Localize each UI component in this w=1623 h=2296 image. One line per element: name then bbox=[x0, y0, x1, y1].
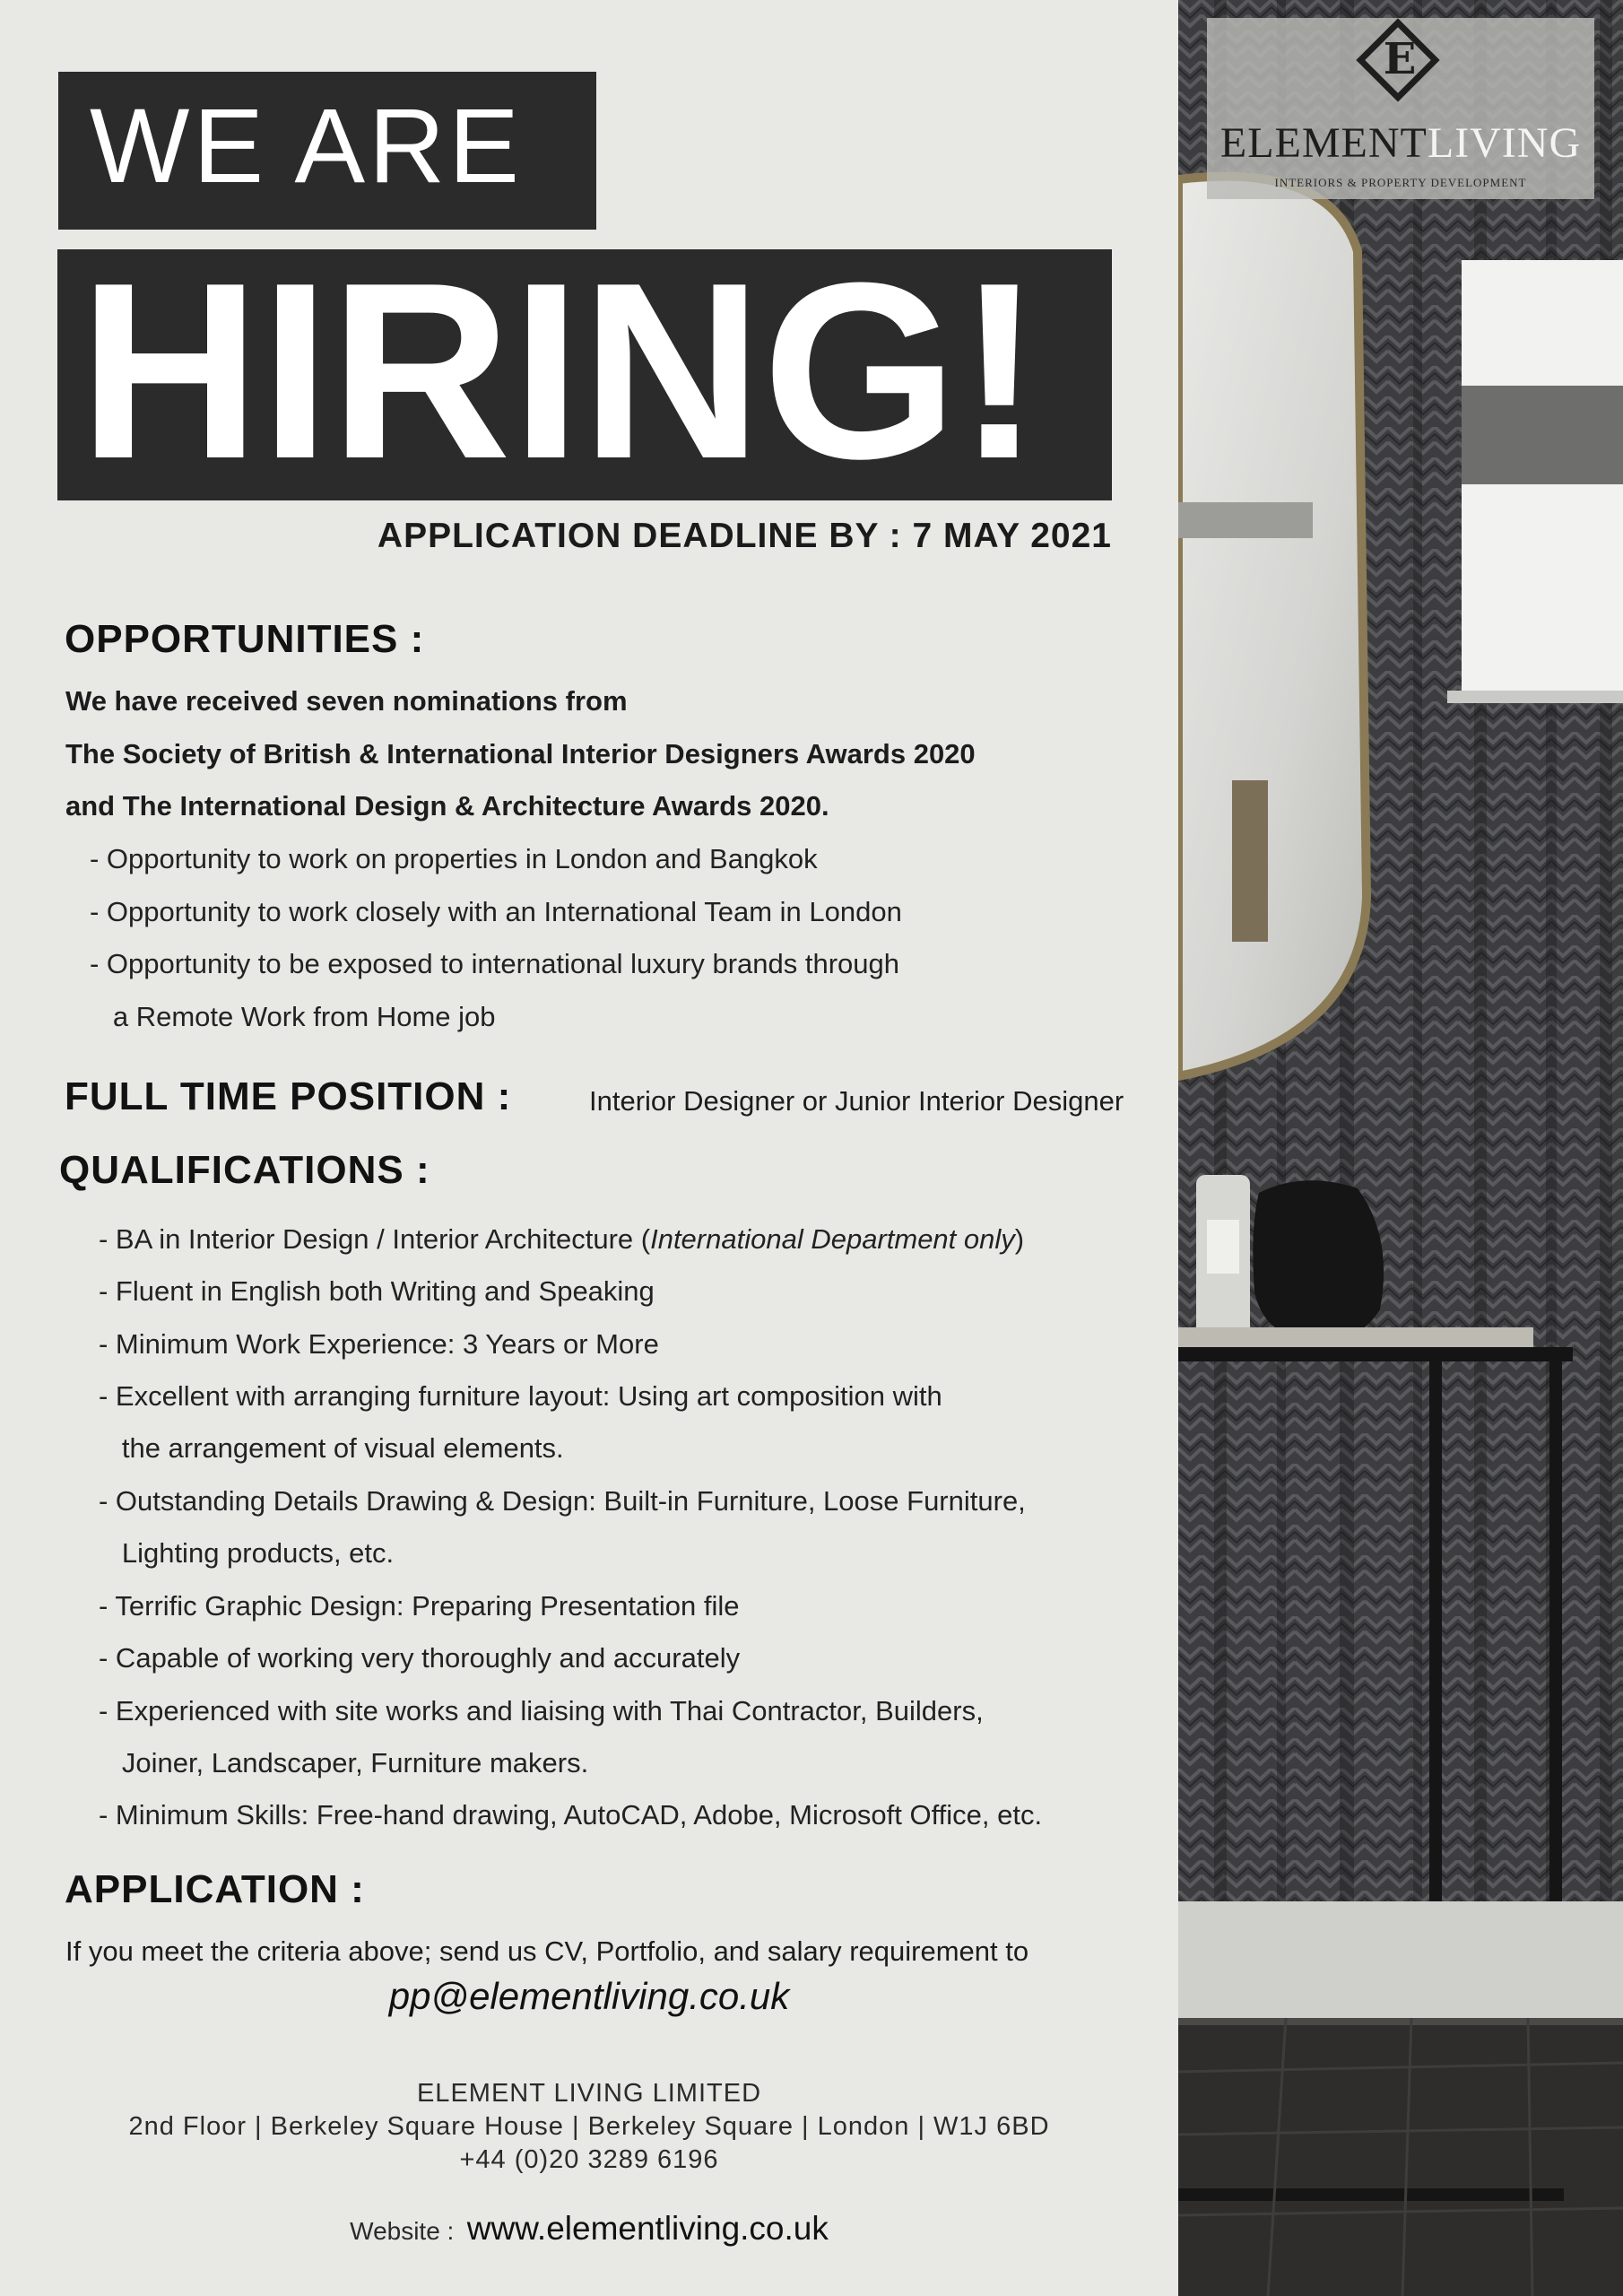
qualification-item: Joiner, Landscaper, Furniture makers. bbox=[99, 1747, 589, 1779]
opportunities-intro-line: We have received seven nominations from bbox=[65, 685, 628, 717]
qualification-item: - Minimum Work Experience: 3 Years or More bbox=[99, 1328, 659, 1360]
opportunity-bullet: - Opportunity to be exposed to international luxury brands through bbox=[90, 948, 899, 979]
application-email-link[interactable]: pp@elementliving.co.uk bbox=[388, 1975, 790, 2017]
qualification-item: - Outstanding Details Drawing & Design: Built-in Furniture, Loose Furniture, bbox=[99, 1485, 1026, 1517]
qualification-item: - Capable of working very thoroughly and accurately bbox=[99, 1642, 741, 1674]
application-deadline: APPLICATION DEADLINE BY : 7 MAY 2021 bbox=[377, 517, 1112, 555]
company-address: 2nd Floor | Berkeley Square House | Berkeley Square | London | W1J 6BD bbox=[128, 2112, 1050, 2141]
application-heading: APPLICATION : bbox=[65, 1867, 365, 1911]
opportunity-bullet: - Opportunity to work closely with an International Team in London bbox=[90, 896, 902, 927]
qualification-item: Lighting products, etc. bbox=[99, 1537, 395, 1569]
hiring-banner bbox=[57, 249, 1112, 500]
logo-tagline: INTERIORS & PROPERTY DEVELOPMENT bbox=[1274, 176, 1527, 189]
qualification-item: - BA in Interior Design / Interior Architecture (International Department only) bbox=[99, 1223, 1025, 1255]
interior-photo bbox=[1178, 0, 1623, 2296]
qualification-item: - Terrific Graphic Design: Preparing Presentation file bbox=[99, 1590, 740, 1622]
website-row bbox=[0, 2210, 1178, 2248]
logo-wordmark: ELEMENTLIVING bbox=[1219, 119, 1582, 167]
opportunities-intro-line: The Society of British & International Interior Designers Awards 2020 bbox=[65, 738, 976, 770]
qualification-item: the arrangement of visual elements. bbox=[99, 1432, 564, 1464]
logo-e-glyph: E bbox=[1383, 34, 1417, 84]
opportunity-bullet: a Remote Work from Home job bbox=[90, 1001, 496, 1032]
qualification-item: - Experienced with site works and liaising with Thai Contractor, Builders, bbox=[99, 1695, 984, 1726]
application-text: If you meet the criteria above; send us CV, Portfolio, and salary requirement to bbox=[65, 1935, 1029, 1967]
element-living-logo bbox=[1207, 18, 1594, 199]
hiring-title: HIRING! bbox=[79, 249, 1042, 500]
opportunities-intro-line: and The International Design & Architecture Awards 2020. bbox=[65, 790, 829, 822]
position-heading: FULL TIME POSITION : bbox=[65, 1074, 512, 1118]
qualifications-heading: QUALIFICATIONS : bbox=[59, 1148, 430, 1192]
qualification-item: - Minimum Skills: Free-hand drawing, AutoCAD, Adobe, Microsoft Office, etc. bbox=[99, 1799, 1043, 1831]
qualification-item: - Fluent in English both Writing and Speaking bbox=[99, 1275, 655, 1307]
company-name: ELEMENT LIVING LIMITED bbox=[416, 2079, 762, 2108]
opportunity-bullet: - Opportunity to work on properties in London and Bangkok bbox=[90, 843, 818, 874]
website-link[interactable]: www.elementliving.co.uk bbox=[466, 2210, 829, 2247]
website-label: Website : bbox=[350, 2217, 455, 2245]
company-phone: +44 (0)20 3289 6196 bbox=[459, 2145, 719, 2174]
position-value: Interior Designer or Junior Interior Designer bbox=[589, 1085, 1124, 1117]
interior-photo-illustration bbox=[1178, 0, 1623, 2296]
we-are-banner bbox=[58, 72, 596, 230]
we-are-text: WE ARE bbox=[90, 87, 523, 205]
opportunities-heading: OPPORTUNITIES : bbox=[65, 617, 425, 661]
qualification-item: - Excellent with arranging furniture layout: Using art composition with bbox=[99, 1380, 942, 1412]
qualification-emphasis: International Department only bbox=[650, 1223, 1015, 1255]
